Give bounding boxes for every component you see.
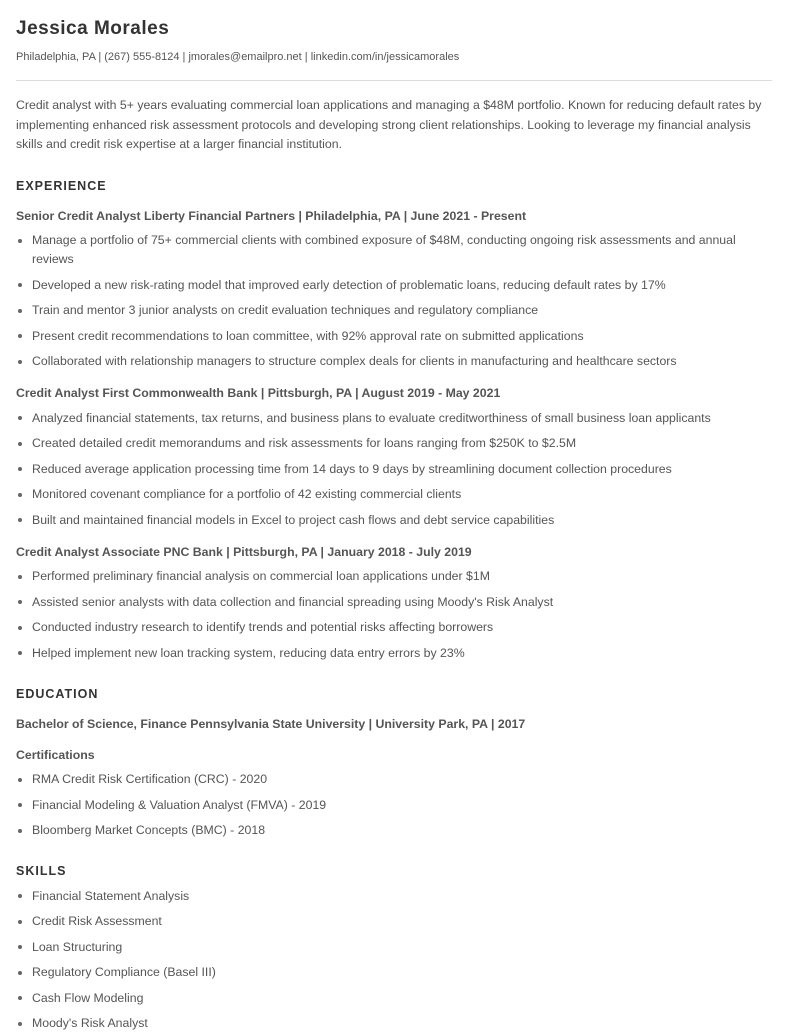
job-title: Senior Credit Analyst Liberty Financial Partners | Philadelphia, PA | June 2021 - Present [16, 207, 772, 225]
certification-item: Bloomberg Market Concepts (BMC) - 2018 [16, 821, 772, 840]
certifications-heading: Certifications [16, 746, 772, 764]
skills-list [16, 887, 772, 1033]
skill-item: Cash Flow Modeling [16, 989, 772, 1008]
experience-heading: EXPERIENCE [16, 177, 772, 195]
education-heading: EDUCATION [16, 685, 772, 703]
header-divider [16, 80, 772, 81]
contact-line: Philadelphia, PA | (267) 555-8124 | jmorales@emailpro.net | linkedin.com/in/jessicamorales [16, 50, 459, 64]
skill-item: Moody's Risk Analyst [16, 1014, 772, 1033]
job-bullet: Present credit recommendations to loan committee, with 92% approval rate on submitted applications [16, 327, 772, 346]
job-bullet: Analyzed financial statements, tax returns, and business plans to evaluate creditworthiness of small business loan applicants [16, 409, 772, 428]
certifications-list [16, 770, 772, 840]
professional-summary: Credit analyst with 5+ years evaluating commercial loan applications and managing a $48M portfolio. Known for reducing default rates by implementing enhanced risk assessment protocols and developing strong client relationships. Looking to leverage my financial analysis skills and credit risk expertise at a larger financial institution. [16, 96, 772, 155]
job-bullet: Reduced average application processing time from 14 days to 9 days by streamlining document collection procedures [16, 460, 772, 479]
job-bullet: Monitored covenant compliance for a portfolio of 42 existing commercial clients [16, 485, 772, 504]
skills-heading: SKILLS [16, 862, 772, 880]
job-bullets [16, 409, 772, 530]
certification-item: RMA Credit Risk Certification (CRC) - 2020 [16, 770, 772, 789]
job-bullet: Created detailed credit memorandums and risk assessments for loans ranging from $250K to $2.5M [16, 434, 772, 453]
job-bullet: Developed a new risk-rating model that improved early detection of problematic loans, reducing default rates by 17% [16, 276, 772, 295]
candidate-name: Jessica Morales [16, 17, 169, 41]
job-bullet: Collaborated with relationship managers to structure complex deals for clients in manufacturing and healthcare sectors [16, 352, 772, 371]
resume-body [16, 96, 772, 1033]
job-bullets [16, 231, 772, 371]
job-title: Credit Analyst First Commonwealth Bank | Pittsburgh, PA | August 2019 - May 2021 [16, 384, 772, 402]
job-title: Credit Analyst Associate PNC Bank | Pittsburgh, PA | January 2018 - July 2019 [16, 543, 772, 561]
job-bullet: Helped implement new loan tracking system, reducing data entry errors by 23% [16, 644, 772, 663]
job-bullets [16, 567, 772, 663]
certification-item: Financial Modeling & Valuation Analyst (FMVA) - 2019 [16, 796, 772, 815]
job-bullet: Assisted senior analysts with data collection and financial spreading using Moody's Risk Analyst [16, 593, 772, 612]
skill-item: Financial Statement Analysis [16, 887, 772, 906]
job-bullet: Train and mentor 3 junior analysts on credit evaluation techniques and regulatory compliance [16, 301, 772, 320]
degree-line: Bachelor of Science, Finance Pennsylvania State University | University Park, PA | 2017 [16, 715, 772, 733]
skill-item: Regulatory Compliance (Basel III) [16, 963, 772, 982]
job-bullet: Built and maintained financial models in Excel to project cash flows and debt service capabilities [16, 511, 772, 530]
job-bullet: Performed preliminary financial analysis on commercial loan applications under $1M [16, 567, 772, 586]
job-bullet: Manage a portfolio of 75+ commercial clients with combined exposure of $48M, conducting ongoing risk assessments and annual reviews [16, 231, 772, 269]
skill-item: Loan Structuring [16, 938, 772, 957]
job-bullet: Conducted industry research to identify trends and potential risks affecting borrowers [16, 618, 772, 637]
skill-item: Credit Risk Assessment [16, 912, 772, 931]
